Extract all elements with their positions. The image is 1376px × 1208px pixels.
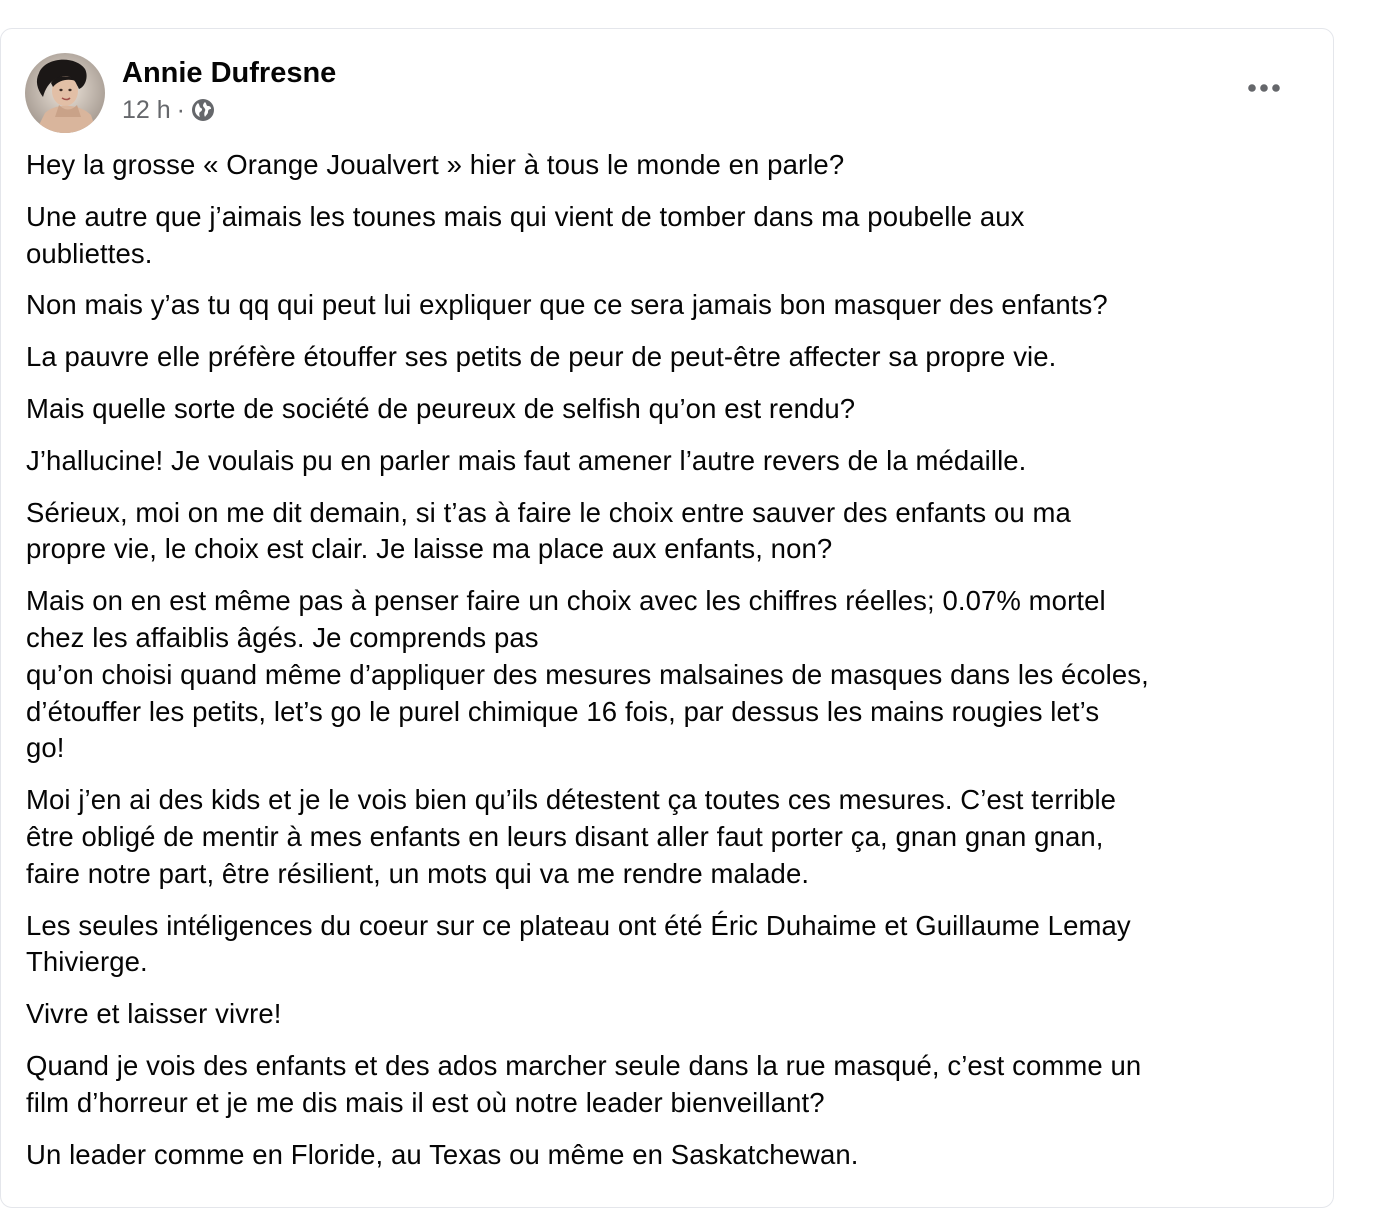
post-paragraph: J’hallucine! Je voulais pu en parler mais faut amener l’autre revers de la médaille. — [26, 444, 1027, 476]
more-options-button[interactable] — [1241, 71, 1289, 105]
post-paragraph: Mais on en est même pas à penser faire un choix avec les chiffres réelles; 0.07% mortel chez les affaiblis âgés. Je comprends pas qu’on choisi quand même d’appliquer des mesures malsaines de masques dans les écoles, d’étouffer les petits, let’s go le purel chimique 16 fois, par dessus les mains rougies let’s go! — [26, 585, 1149, 764]
post-paragraph: Un leader comme en Floride, au Texas ou même en Saskatchewan. — [26, 1138, 859, 1170]
author-name[interactable]: Annie Dufresne — [122, 57, 337, 89]
globe-icon[interactable] — [191, 98, 215, 122]
avatar-photo — [25, 53, 105, 133]
post-meta — [122, 55, 336, 127]
post-paragraph: Non mais y’as tu qq qui peut lui expliquer que ce sera jamais bon masquer des enfants? — [26, 289, 1108, 321]
post-paragraph: Mais quelle sorte de société de peureux de selfish qu’on est rendu? — [26, 392, 856, 424]
more-options-icon — [1247, 83, 1283, 93]
post-text — [26, 147, 1316, 1188]
post-header — [25, 53, 336, 133]
meta-separator: · — [176, 96, 185, 124]
post-paragraph: Quand je vois des enfants et des ados marcher seule dans la rue masqué, c’est comme un film d’horreur et je me dis mais il est où notre leader bienveillant? — [26, 1049, 1142, 1118]
post-paragraph: Les seules intéligences du coeur sur ce plateau ont été Éric Duhaime et Guillaume Lemay Thivierge. — [26, 909, 1131, 978]
post-paragraph: Hey la grosse « Orange Joualvert » hier à tous le monde en parle? — [26, 149, 845, 180]
post-paragraph: Vivre et laisser vivre! — [26, 998, 282, 1030]
post-paragraph: La pauvre elle préfère étouffer ses petits de peur de peut-être affecter sa propre vie. — [26, 341, 1057, 373]
post-paragraph: Sérieux, moi on me dit demain, si t’as à faire le choix entre sauver des enfants ou ma propre vie, le choix est clair. Je laisse ma place aux enfants, non? — [26, 496, 1071, 565]
avatar[interactable] — [25, 53, 105, 133]
post-paragraph: Moi j’en ai des kids et je le vois bien qu’ils détestent ça toutes ces mesures. C’est terrible être obligé de mentir à mes enfants en leurs disant aller faut porter ça, gnan gnan gnan, faire notre part, être résilient, un mots qui va me rendre malade. — [26, 784, 1117, 889]
post-timestamp[interactable]: 12 h — [122, 96, 171, 124]
post-info — [122, 93, 336, 127]
post-card — [0, 28, 1334, 1208]
post-paragraph: Une autre que j’aimais les tounes mais qui vient de tomber dans ma poubelle aux oubliettes. — [26, 200, 1025, 269]
